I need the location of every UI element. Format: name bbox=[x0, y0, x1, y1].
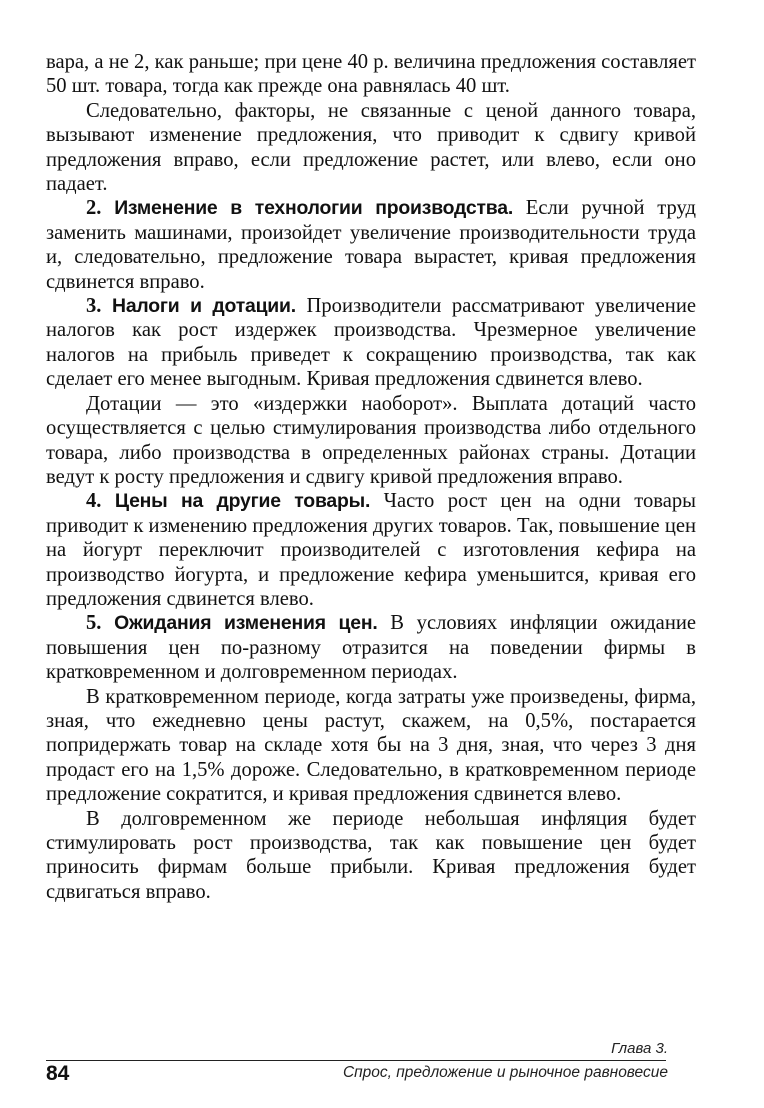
paragraph-text: Производители рассматривают увеличение налогов как рост издержек производства. Чрезмерное увеличение налогов на прибыль приведет к сокращению производства, так как сделает его менее выгодным. Кривая предложения сдвинется влево. bbox=[46, 295, 696, 391]
factor-heading: Изменение в технологии производства. bbox=[114, 197, 514, 220]
factor-number: 3. bbox=[86, 295, 102, 318]
paragraph-text: В кратковременном периоде, когда затраты уже произведены, фирма, зная, что ежедневно цены растут, скажем, на 0,5%, постарается попридержать товар на складе хотя бы на 3 дня, зная, что через 3 дня продаст его на 1,5% дороже. Следовательно, в кратковременном периоде предложение сократится, и кривая предложения сдвинется влево. bbox=[46, 685, 696, 806]
paragraph-text: В условиях инфляции ожидание повышения цен по-разному отразится на поведении фирмы в кратковременном и долговременном периодах. bbox=[46, 612, 697, 684]
paragraph-text: Если ручной труд заменить машинами, произойдет увеличение производительности труда и, следовательно, предложение товара вырастет, кривая предложения сдвинется вправо. bbox=[46, 197, 697, 293]
paragraph-text: В долговременном же периоде небольшая инфляция будет стимулировать рост производства, так как повышение цен будет приносить фирмам больше прибыли. Кривая предложения будет сдвигаться вправо. bbox=[46, 807, 696, 903]
running-chapter-label: Глава 3. bbox=[611, 1040, 668, 1057]
footer-divider bbox=[46, 1060, 666, 1061]
paragraph-text: Часто рост цен на одни товары приводит к изменению предложения других товаров. Так, повышение цен на йогурт переключит производителей с изготовления кефира на производство йогурта, и предложение кефира уменьшится, кривая его предложения сдвинется влево. bbox=[46, 490, 696, 610]
paragraph-long-run bbox=[46, 807, 696, 905]
paragraph-factor-technology bbox=[46, 196, 696, 294]
page-number: 84 bbox=[46, 1062, 70, 1085]
factor-number: 2. bbox=[86, 197, 102, 220]
paragraph-factor-taxes bbox=[46, 294, 696, 392]
paragraph-text: вара, а не 2, как раньше; при цене 40 р. величина предложения составляет 50 шт. товара, тогда как прежде она равнялась 40 шт. bbox=[46, 51, 696, 98]
paragraph-factor-expectations bbox=[46, 611, 696, 684]
factor-number: 4. bbox=[86, 490, 102, 513]
running-chapter-title: Спрос, предложение и рыночное равновесие bbox=[342, 1064, 668, 1081]
paragraph-text: Следовательно, факторы, не связанные с ценой данного товара, вызывают изменение предложения, что приводит к сдвигу кривой предложения вправо, если предложение растет, или влево, если оно падает. bbox=[46, 99, 696, 196]
paragraph-short-run bbox=[46, 685, 696, 807]
factor-heading: Цены на другие товары. bbox=[114, 490, 371, 513]
paragraph-factor-other-prices bbox=[46, 489, 696, 611]
page-footer bbox=[46, 1040, 696, 1090]
paragraph-conclusion bbox=[46, 99, 696, 197]
factor-number: 5. bbox=[86, 612, 102, 635]
paragraph-continuation bbox=[46, 50, 696, 99]
page-body bbox=[46, 50, 696, 904]
factor-heading: Налоги и дотации. bbox=[112, 295, 296, 318]
factor-heading: Ожидания изменения цен. bbox=[114, 612, 378, 635]
paragraph-text: Дотации — это «издержки наоборот». Выплата дотаций часто осуществляется с целью стимулирования производства либо отдельного товара, либо производства в определенных районах страны. Дотации ведут к росту предложения и сдвигу кривой предложения вправо. bbox=[46, 392, 696, 488]
paragraph-subsidies bbox=[46, 392, 696, 490]
